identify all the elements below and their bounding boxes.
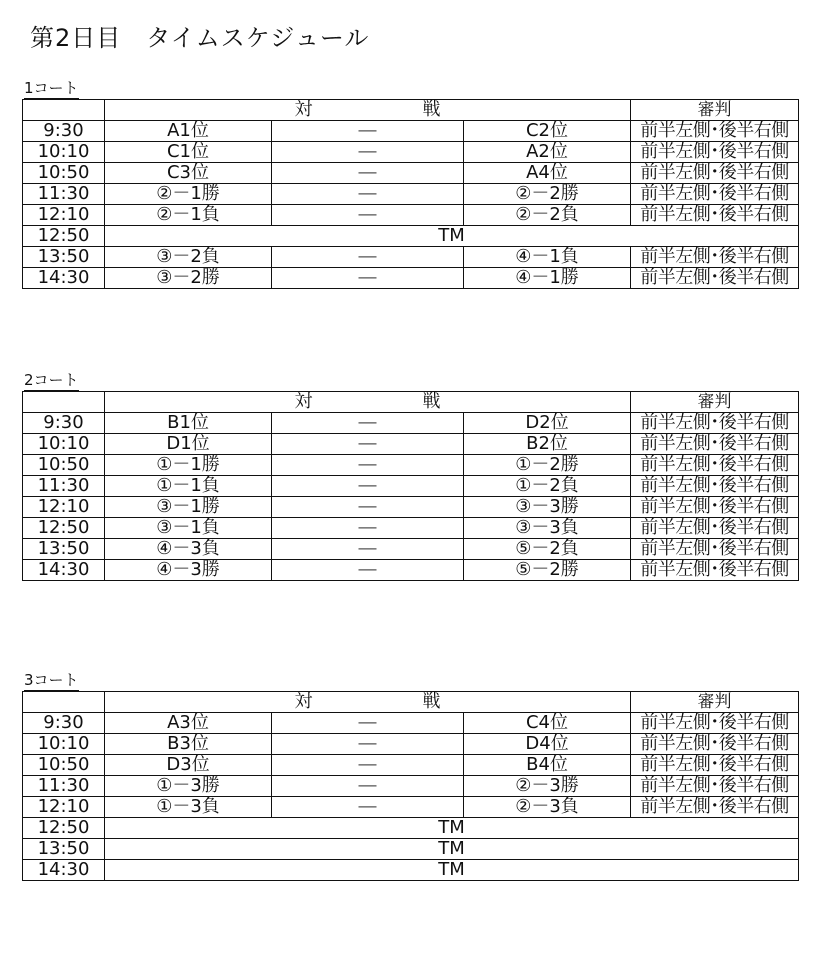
team-a-cell: ③－1勝 [105, 497, 272, 518]
referee-cell: 前半左側･後半右側 [631, 539, 799, 560]
referee-cell: 前半左側･後半右側 [631, 518, 799, 539]
time-cell: 9:30 [23, 121, 105, 142]
court-label: 2コート [24, 371, 79, 389]
table-header-row [23, 392, 799, 413]
table-row [23, 797, 799, 818]
table-row [23, 163, 799, 184]
referee-cell: 前半左側･後半右側 [631, 497, 799, 518]
table-row [23, 860, 799, 881]
versus-dash-cell: ― [272, 797, 464, 818]
referee-cell: 前半左側･後半右側 [631, 713, 799, 734]
versus-dash-cell: ― [272, 476, 464, 497]
team-a-cell: B3位 [105, 734, 272, 755]
team-b-cell: C2位 [464, 121, 631, 142]
referee-cell: 前半左側･後半右側 [631, 247, 799, 268]
time-cell: 13:50 [23, 839, 105, 860]
versus-dash-cell: ― [272, 184, 464, 205]
table-row [23, 713, 799, 734]
versus-dash-cell: ― [272, 713, 464, 734]
versus-dash-cell: ― [272, 163, 464, 184]
time-cell: 10:50 [23, 755, 105, 776]
referee-cell: 前半左側･後半右側 [631, 560, 799, 581]
team-a-cell: ③－2負 [105, 247, 272, 268]
versus-dash-cell: ― [272, 518, 464, 539]
time-cell: 13:50 [23, 247, 105, 268]
team-b-cell: D2位 [464, 413, 631, 434]
referee-cell: 前半左側･後半右側 [631, 755, 799, 776]
referee-cell: 前半左側･後半右側 [631, 268, 799, 289]
header-match-right: 戦 [422, 691, 441, 712]
versus-dash-cell: ― [272, 121, 464, 142]
team-b-cell: ⑤－2負 [464, 539, 631, 560]
referee-cell: 前半左側･後半右側 [631, 434, 799, 455]
team-b-cell: ②－3勝 [464, 776, 631, 797]
team-b-cell: A2位 [464, 142, 631, 163]
versus-dash-cell: ― [272, 268, 464, 289]
team-a-cell: D3位 [105, 755, 272, 776]
header-match-cell [105, 100, 631, 121]
team-a-cell: C3位 [105, 163, 272, 184]
time-cell: 12:10 [23, 497, 105, 518]
team-b-cell: B2位 [464, 434, 631, 455]
team-b-cell: ②－2勝 [464, 184, 631, 205]
timeout-cell: TM [105, 860, 799, 881]
table-row [23, 184, 799, 205]
table-row [23, 205, 799, 226]
team-b-cell: ⑤－2勝 [464, 560, 631, 581]
court-section [22, 78, 798, 289]
table-row [23, 268, 799, 289]
team-a-cell: ③－1負 [105, 518, 272, 539]
team-a-cell: D1位 [105, 434, 272, 455]
table-row [23, 247, 799, 268]
time-cell: 10:10 [23, 734, 105, 755]
time-cell: 12:50 [23, 518, 105, 539]
header-time-cell [23, 100, 105, 121]
table-row [23, 734, 799, 755]
versus-dash-cell: ― [272, 539, 464, 560]
header-match-left: 対 [294, 691, 313, 712]
table-row [23, 497, 799, 518]
team-b-cell: ②－2負 [464, 205, 631, 226]
table-row [23, 455, 799, 476]
schedule-table [22, 99, 799, 289]
referee-cell: 前半左側･後半右側 [631, 476, 799, 497]
time-cell: 12:10 [23, 205, 105, 226]
schedule-table [22, 691, 799, 881]
versus-dash-cell: ― [272, 455, 464, 476]
table-row [23, 755, 799, 776]
court-section [22, 370, 798, 581]
referee-cell: 前半左側･後半右側 [631, 121, 799, 142]
court-label: 3コート [24, 671, 79, 689]
table-header-row [23, 692, 799, 713]
team-b-cell: D4位 [464, 734, 631, 755]
team-b-cell: ③－3負 [464, 518, 631, 539]
team-a-cell: ③－2勝 [105, 268, 272, 289]
team-b-cell: ①－2勝 [464, 455, 631, 476]
team-b-cell: C4位 [464, 713, 631, 734]
timeout-cell: TM [105, 818, 799, 839]
referee-cell: 前半左側･後半右側 [631, 413, 799, 434]
team-a-cell: ①－1勝 [105, 455, 272, 476]
header-referee-cell: 審判 [631, 692, 799, 713]
table-row [23, 776, 799, 797]
table-row [23, 818, 799, 839]
table-row [23, 142, 799, 163]
time-cell: 13:50 [23, 539, 105, 560]
time-cell: 11:30 [23, 476, 105, 497]
table-row [23, 560, 799, 581]
referee-cell: 前半左側･後半右側 [631, 776, 799, 797]
time-cell: 14:30 [23, 860, 105, 881]
referee-cell: 前半左側･後半右側 [631, 797, 799, 818]
time-cell: 14:30 [23, 560, 105, 581]
team-a-cell: ②－1負 [105, 205, 272, 226]
time-cell: 9:30 [23, 713, 105, 734]
team-a-cell: ①－1負 [105, 476, 272, 497]
time-cell: 12:50 [23, 818, 105, 839]
schedule-table [22, 391, 799, 581]
referee-cell: 前半左側･後半右側 [631, 142, 799, 163]
header-match-right: 戦 [422, 99, 441, 120]
team-a-cell: ①－3勝 [105, 776, 272, 797]
time-cell: 10:50 [23, 163, 105, 184]
time-cell: 9:30 [23, 413, 105, 434]
versus-dash-cell: ― [272, 413, 464, 434]
team-a-cell: A3位 [105, 713, 272, 734]
header-time-cell [23, 692, 105, 713]
court-section [22, 670, 798, 881]
referee-cell: 前半左側･後半右側 [631, 734, 799, 755]
referee-cell: 前半左側･後半右側 [631, 455, 799, 476]
time-cell: 11:30 [23, 184, 105, 205]
table-row [23, 121, 799, 142]
team-b-cell: ③－3勝 [464, 497, 631, 518]
time-cell: 14:30 [23, 268, 105, 289]
versus-dash-cell: ― [272, 560, 464, 581]
time-cell: 10:10 [23, 434, 105, 455]
referee-cell: 前半左側･後半右側 [631, 205, 799, 226]
time-cell: 11:30 [23, 776, 105, 797]
header-match-cell [105, 692, 631, 713]
table-row [23, 839, 799, 860]
versus-dash-cell: ― [272, 247, 464, 268]
court-label: 1コート [24, 79, 79, 97]
versus-dash-cell: ― [272, 205, 464, 226]
header-match-left: 対 [294, 99, 313, 120]
versus-dash-cell: ― [272, 142, 464, 163]
team-b-cell: ②－3負 [464, 797, 631, 818]
team-a-cell: C1位 [105, 142, 272, 163]
header-time-cell [23, 392, 105, 413]
table-row [23, 413, 799, 434]
table-row [23, 434, 799, 455]
table-row [23, 518, 799, 539]
versus-dash-cell: ― [272, 497, 464, 518]
versus-dash-cell: ― [272, 734, 464, 755]
timeout-cell: TM [105, 839, 799, 860]
table-header-row [23, 100, 799, 121]
header-match-left: 対 [294, 391, 313, 412]
header-referee-cell: 審判 [631, 100, 799, 121]
table-row [23, 226, 799, 247]
team-a-cell: ④－3勝 [105, 560, 272, 581]
timeout-cell: TM [105, 226, 799, 247]
team-a-cell: A1位 [105, 121, 272, 142]
referee-cell: 前半左側･後半右側 [631, 184, 799, 205]
team-b-cell: B4位 [464, 755, 631, 776]
time-cell: 10:50 [23, 455, 105, 476]
team-a-cell: ④－3負 [105, 539, 272, 560]
time-cell: 12:10 [23, 797, 105, 818]
team-a-cell: B1位 [105, 413, 272, 434]
referee-cell: 前半左側･後半右側 [631, 163, 799, 184]
team-a-cell: ①－3負 [105, 797, 272, 818]
header-match-cell [105, 392, 631, 413]
team-b-cell: A4位 [464, 163, 631, 184]
versus-dash-cell: ― [272, 434, 464, 455]
table-row [23, 539, 799, 560]
team-b-cell: ④－1負 [464, 247, 631, 268]
team-b-cell: ①－2負 [464, 476, 631, 497]
page-title: 第2日目 タイムスケジュール [30, 24, 370, 52]
time-cell: 12:50 [23, 226, 105, 247]
header-match-right: 戦 [422, 391, 441, 412]
table-row [23, 476, 799, 497]
team-b-cell: ④－1勝 [464, 268, 631, 289]
header-referee-cell: 審判 [631, 392, 799, 413]
versus-dash-cell: ― [272, 776, 464, 797]
versus-dash-cell: ― [272, 755, 464, 776]
time-cell: 10:10 [23, 142, 105, 163]
team-a-cell: ②－1勝 [105, 184, 272, 205]
